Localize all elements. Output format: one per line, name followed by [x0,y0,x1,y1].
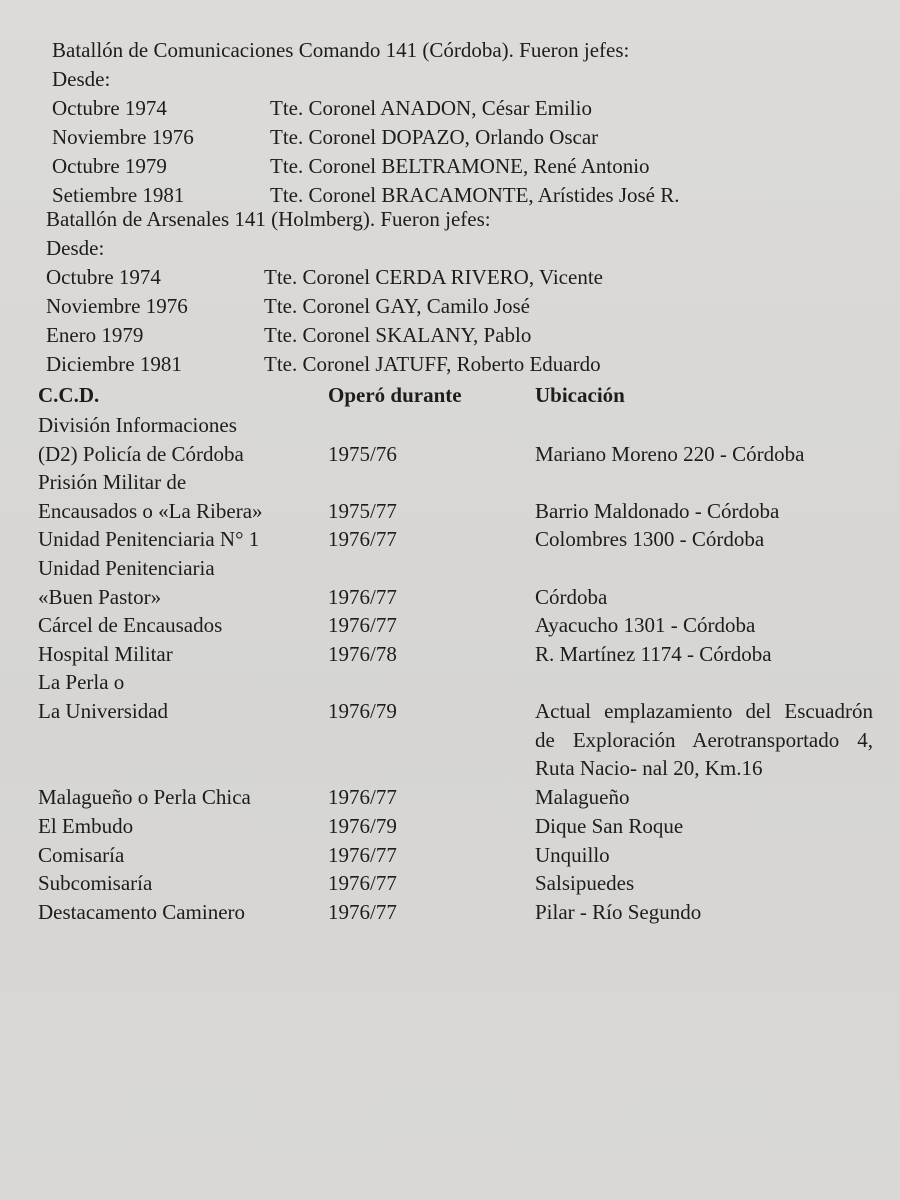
commander-date: Diciembre 1981 [46,352,182,376]
ccd-line: Cárcel de Encausados [38,613,223,638]
commander-date: Noviembre 1976 [46,294,188,318]
location-cell: Salsipuedes [535,871,635,896]
commander-row [46,263,603,292]
period-cell: 1975/76 [328,441,397,466]
since-label: Desde: [52,67,111,91]
commander-row [46,350,601,379]
commander-row [52,123,629,152]
ccd-line: Comisaría [38,842,125,867]
ccd-cell [38,640,328,669]
ccd-cell [38,812,328,841]
period-cell: 1976/79 [328,698,397,723]
location-cell: Malagueño [535,785,630,810]
commander-date: Octubre 1974 [52,96,167,120]
ccd-cell [38,841,328,870]
location-cell: Mariano Moreno 220 - Córdoba [535,441,805,466]
ccd-line: Malagueño o Perla Chica [38,785,251,810]
period-cell: 1976/79 [328,813,397,838]
ccd-line: La Perla o [38,670,125,695]
commander-name: Tte. Coronel SKALANY, Pablo [264,323,532,347]
commander-row [52,152,650,181]
ccd-cell [38,611,328,640]
commander-date: Octubre 1979 [52,154,167,178]
ccd-line: El Embudo [38,813,134,838]
location-cell: Colombres 1300 - Córdoba [535,527,765,552]
period-cell: 1976/77 [328,527,397,552]
ccd-line: Prisión Militar de [38,470,187,495]
commander-name: Tte. Coronel JATUFF, Roberto Eduardo [264,352,601,376]
period-cell: 1976/77 [328,899,397,924]
period-cell: 1976/77 [328,871,397,896]
ccd-cell [38,525,328,554]
location-cell: Pilar - Río Segundo [535,899,702,924]
header-location: Ubicación [535,383,625,407]
location-cell: Actual emplazamiento del Escuadrón de Exploración Aerotransportado 4, Ruta Nacio- nal 20, Km.16 [535,698,873,781]
location-cell: Dique San Roque [535,813,684,838]
period-cell: 1976/77 [328,785,397,810]
period-cell: 1976/77 [328,584,397,609]
header-period: Operó durante [328,383,462,407]
ccd-cell [38,468,328,525]
commander-name: Tte. Coronel BELTRAMONE, René Antonio [270,154,650,178]
ccd-line: Hospital Militar [38,641,173,666]
section-comunicaciones [52,36,680,210]
commander-date: Enero 1979 [46,323,144,347]
location-cell: R. Martínez 1174 - Córdoba [535,641,772,666]
commander-name: Tte. Coronel ANADON, César Emilio [270,96,592,120]
ccd-line: Unidad Penitenciaria N° 1 [38,527,260,552]
header-ccd: C.C.D. [38,383,100,407]
commander-row [46,321,532,350]
ccd-line: Destacamento Caminero [38,899,246,924]
ccd-line: «Buen Pastor» [38,584,162,609]
location-cell: Barrio Maldonado - Córdoba [535,498,780,523]
location-cell: Córdoba [535,584,608,609]
commander-name: Tte. Coronel GAY, Camilo José [264,294,530,318]
section-arsenales [46,205,603,379]
commander-date: Octubre 1974 [46,265,161,289]
ccd-line: Unidad Penitenciaria [38,555,215,580]
commander-row [46,292,530,321]
ccd-cell [38,554,328,611]
ccd-line: Subcomisaría [38,871,153,896]
section-heading: Batallón de Comunicaciones Comando 141 (Córdoba). Fueron jefes: [52,38,630,62]
period-cell: 1976/77 [328,842,397,867]
period-cell: 1976/77 [328,613,397,638]
section-heading: Batallón de Arsenales 141 (Holmberg). Fueron jefes: [46,207,491,231]
location-cell: Ayacucho 1301 - Córdoba [535,613,756,638]
ccd-cell [38,668,328,725]
ccd-line: La Universidad [38,698,169,723]
commander-date: Noviembre 1976 [52,125,194,149]
period-cell: 1976/78 [328,641,397,666]
location-cell: Unquillo [535,842,610,867]
commander-row [52,94,629,123]
ccd-cell [38,869,328,898]
ccd-cell [38,411,328,468]
ccd-line: (D2) Policía de Córdoba [38,441,244,466]
since-label: Desde: [46,236,105,260]
ccd-cell [38,783,328,812]
commander-name: Tte. Coronel BRACAMONTE, Arístides José R. [270,183,680,207]
ccd-cell [38,898,328,927]
commander-name: Tte. Coronel CERDA RIVERO, Vicente [264,265,603,289]
ccd-line: Encausados o «La Ribera» [38,498,263,523]
commander-date: Setiembre 1981 [52,183,185,207]
period-cell: 1975/77 [328,498,397,523]
commander-name: Tte. Coronel DOPAZO, Orlando Oscar [270,125,599,149]
ccd-line: División Informaciones [38,413,237,437]
